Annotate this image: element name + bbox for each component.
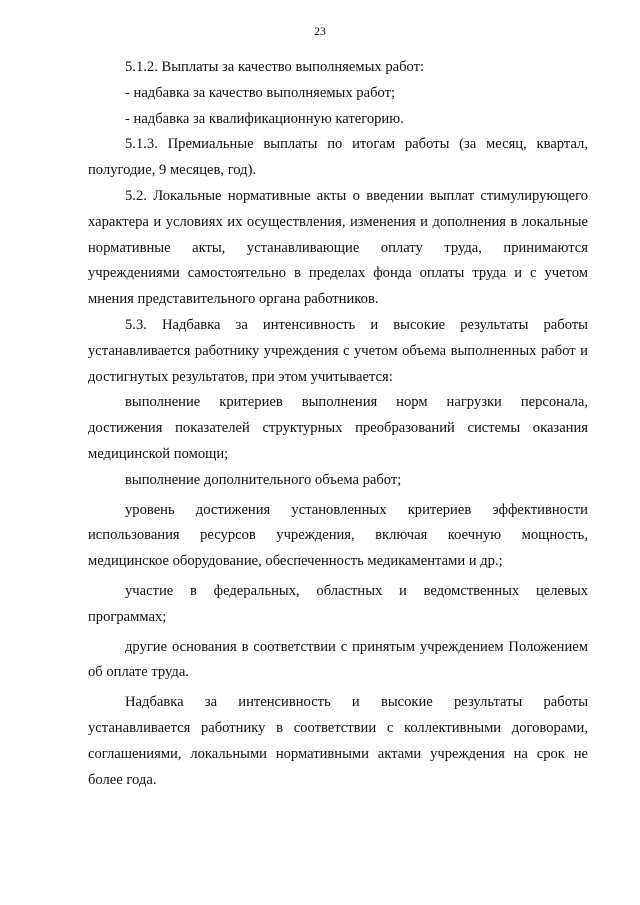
paragraph-bonus-term: Надбавка за интенсивность и высокие результаты работы устанавливается работнику в соответствии с коллективными договорами, соглашениями, локальными нормативными актами учреждения на срок не более года. — [88, 694, 588, 788]
list-item-additional-work: выполнение дополнительного объема работ; — [125, 471, 402, 488]
paragraph-5-3: 5.3. Надбавка за интенсивность и высокие результаты работы устанавливается работнику учреждения с учетом объема выполненных работ и достигнутых результатов, при этом учитывается: — [88, 316, 588, 385]
page-number: 23 — [314, 26, 326, 38]
list-item-criteria: выполнение критериев выполнения норм нагрузки персонала, достижения показателей структурных преобразований системы оказания медицинской помощи; — [88, 394, 588, 462]
paragraph-5-2: 5.2. Локальные нормативные акты о введении выплат стимулирующего характера и условиях их осуществления, изменения и дополнения в локальные нормативные акты, устанавливающие оплату труда, принимаются учреждениями самостоятельно в пределах фонда оплаты труда и с учетом мнения представительного органа работников. — [88, 187, 588, 308]
paragraph-qualification-bonus: - надбавка за квалификационную категорию. — [125, 110, 404, 127]
list-item-efficiency: уровень достижения установленных критериев эффективности использования ресурсов учреждения, включая коечную мощность, медицинское оборудование, обеспеченность медикаментами и др.; — [88, 501, 588, 570]
paragraph-quality-bonus: - надбавка за качество выполняемых работ; — [125, 84, 396, 101]
list-item-programs: участие в федеральных, областных и ведомственных целевых программах; — [88, 582, 588, 625]
paragraph-5-1-2-heading: 5.1.2. Выплаты за качество выполняемых работ: — [125, 59, 425, 75]
document-body — [88, 55, 588, 793]
list-item-other-grounds: другие основания в соответствии с принятым учреждением Положением об оплате труда. — [88, 638, 588, 681]
paragraph-5-1-3: 5.1.3. Премиальные выплаты по итогам работы (за месяц, квартал, полугодие, 9 месяцев, год). — [88, 136, 588, 179]
